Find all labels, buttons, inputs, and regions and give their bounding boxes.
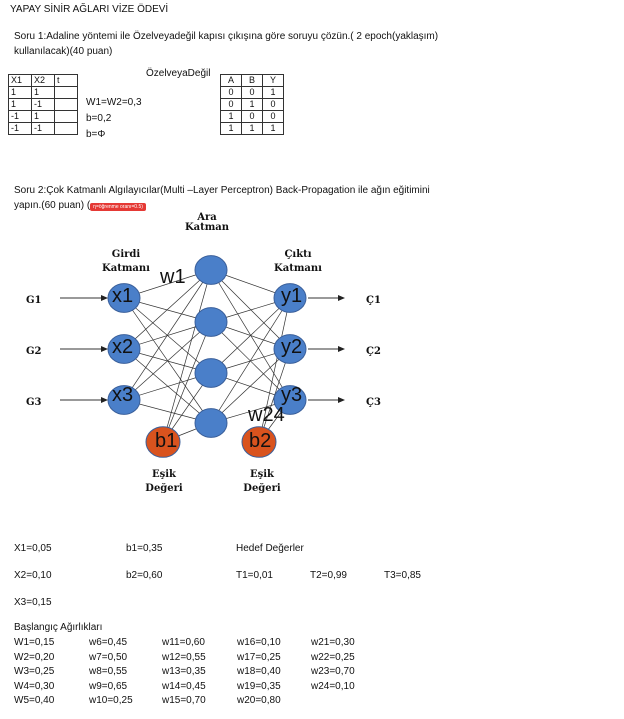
table-row <box>221 87 284 99</box>
weight-value: w15=0,70 <box>162 695 206 706</box>
table-row <box>9 87 78 99</box>
value-t2: T2=0,99 <box>310 570 347 581</box>
weight-value: w6=0,45 <box>89 637 128 648</box>
weight-value: w13=0,35 <box>162 666 206 677</box>
table-cell: 1 <box>242 123 263 135</box>
bias1-caption <box>142 468 186 496</box>
table-cell: 0 <box>263 99 284 111</box>
weight-value: W4=0,30 <box>14 680 55 692</box>
weight-value: w7=0,50 <box>89 651 128 663</box>
output-label-c2: Ç2 <box>366 346 381 357</box>
weight-value: w23=0,70 <box>311 666 355 677</box>
question-2-line1: Soru 2:Çok Katmanlı Algılayıcılar(Multi –Layer Perceptron) Back-Propagation ile ağın eğitimini <box>14 185 430 196</box>
input-label-g2: G2 <box>26 346 42 357</box>
table-header-cell: t <box>55 75 78 87</box>
weight-value: w22=0,25 <box>311 651 355 663</box>
weight-value: w16=0,10 <box>237 637 281 648</box>
table-header-cell: X1 <box>9 75 32 87</box>
weight-value: w11=0,60 <box>162 637 205 648</box>
output-layer-title-bottom: Katmanı <box>274 263 322 274</box>
table-cell: 1 <box>263 123 284 135</box>
node-label-y1: y1 <box>281 285 303 307</box>
value-t1: T1=0,01 <box>236 570 273 581</box>
weight-value: w20=0,80 <box>237 695 281 706</box>
bias2-caption <box>240 468 284 496</box>
table-header-row <box>9 75 78 87</box>
table-cell <box>55 111 78 123</box>
weight-label-w1: w1 <box>160 266 186 288</box>
table-cell: 0 <box>263 111 284 123</box>
truth-table-title: ÖzelveyaDeğil <box>146 68 211 79</box>
value-x3: X3=0,15 <box>14 597 52 608</box>
weight-value: w14=0,45 <box>162 680 206 692</box>
input-label-g1: G1 <box>26 295 42 306</box>
weights-column-3 <box>162 636 206 709</box>
arrow-head <box>101 295 108 301</box>
table-cell <box>55 87 78 99</box>
table-cell: 1 <box>221 111 242 123</box>
table-cell: 1 <box>242 99 263 111</box>
table-cell: -1 <box>32 123 55 135</box>
arrow-head <box>101 397 108 403</box>
weights-column-5 <box>311 636 355 694</box>
input-layer-title <box>96 248 156 276</box>
weight-value: w10=0,25 <box>89 695 133 706</box>
weight-value: w17=0,25 <box>237 651 281 663</box>
weight-value: w12=0,55 <box>162 651 206 663</box>
hidden-layer-title-top: Ara <box>197 212 217 223</box>
arrow-head <box>338 346 345 352</box>
node-label-y3: y3 <box>281 384 303 406</box>
param-weights: W1=W2=0,3 <box>86 97 142 108</box>
value-b1: b1=0,35 <box>126 543 163 554</box>
table-row <box>221 99 284 111</box>
connection-line <box>124 322 211 400</box>
table-row <box>221 111 284 123</box>
targets-title: Hedef Değerler <box>236 543 304 554</box>
weight-value: W5=0,40 <box>14 695 55 706</box>
table-header-cell: Y <box>263 75 284 87</box>
table-cell: 0 <box>242 87 263 99</box>
input-layer-title-bottom: Katmanı <box>102 263 150 274</box>
table-cell: 1 <box>9 87 32 99</box>
table-header-cell: A <box>221 75 242 87</box>
input-layer-title-top: Girdi <box>111 249 141 260</box>
table-cell: -1 <box>9 111 32 123</box>
weights-column-1 <box>14 636 54 709</box>
table-cell: 0 <box>221 99 242 111</box>
table-cell <box>55 123 78 135</box>
bias2-caption-bottom: Değeri <box>243 483 281 494</box>
question-1-line1: Soru 1:Adaline yöntemi ile Özelveyadeğil kapısı çıkışına göre soruyu çözün.( 2 epoch(yaklaşım) <box>14 31 439 42</box>
output-layer-title-top: Çıktı <box>284 249 312 260</box>
bias1-caption-bottom: Değeri <box>145 483 183 494</box>
table-row <box>9 99 78 111</box>
weights-column-4 <box>237 636 281 709</box>
table-cell: -1 <box>9 123 32 135</box>
node-label-x1: x1 <box>112 285 134 307</box>
param-bias: b=0,2 <box>86 113 112 124</box>
arrow-head <box>338 295 345 301</box>
question-2-line2 <box>14 198 430 215</box>
hidden-node-4 <box>195 409 227 438</box>
table-cell: 1 <box>9 99 32 111</box>
value-x2: X2=0,10 <box>14 570 52 581</box>
weight-value: w21=0,30 <box>311 637 355 648</box>
table-cell: 1 <box>32 87 55 99</box>
question-2 <box>14 183 430 215</box>
weight-value: w24=0,10 <box>311 680 355 692</box>
page-title: YAPAY SİNİR AĞLARI VİZE ÖDEVİ <box>10 4 169 15</box>
arrow-head <box>338 397 345 403</box>
table-cell <box>55 99 78 111</box>
table-cell: 1 <box>263 87 284 99</box>
table-row <box>221 123 284 135</box>
table-cell: 0 <box>242 111 263 123</box>
bias1-caption-top: Eşik <box>152 469 176 480</box>
output-layer-title <box>268 248 328 276</box>
weight-value: w19=0,35 <box>237 680 281 692</box>
output-label-c3: Ç3 <box>366 397 381 408</box>
table-row <box>9 111 78 123</box>
truth-table <box>220 74 284 135</box>
table-cell: 0 <box>221 87 242 99</box>
table-header-cell: X2 <box>32 75 55 87</box>
weight-value: W3=0,25 <box>14 666 55 677</box>
weight-value: w9=0,65 <box>89 680 128 692</box>
weight-value: W2=0,20 <box>14 651 55 663</box>
weights-title: Başlangıç Ağırlıkları <box>14 622 103 633</box>
node-label-x3: x3 <box>112 384 134 406</box>
table-header-cell: B <box>242 75 263 87</box>
node-label-b2: b2 <box>249 430 272 452</box>
weight-value: w18=0,40 <box>237 666 281 677</box>
node-label-x2: x2 <box>112 336 134 358</box>
table-row <box>9 123 78 135</box>
hidden-node-2 <box>195 308 227 337</box>
question-2-line2-text: yapın.(60 puan) ( <box>14 200 91 211</box>
value-x1: X1=0,05 <box>14 543 52 554</box>
param-threshold: b=Φ <box>86 129 106 140</box>
bias2-caption-top: Eşik <box>250 469 274 480</box>
hidden-node-3 <box>195 359 227 388</box>
question-1 <box>14 29 438 59</box>
node-label-b1: b1 <box>155 430 178 452</box>
value-t3: T3=0,85 <box>384 570 421 581</box>
table-cell: -1 <box>32 99 55 111</box>
value-b2: b2=0,60 <box>126 570 163 581</box>
hidden-layer-title-bottom: Katman <box>184 222 230 233</box>
weight-value: W1=0,15 <box>14 637 55 648</box>
weight-label-w24: w24 <box>248 404 285 426</box>
arrow-head <box>101 346 108 352</box>
node-label-y2: y2 <box>281 336 303 358</box>
question-1-line2: kullanılacak)(40 puan) <box>14 46 113 57</box>
parameters <box>86 95 142 143</box>
table-header-row <box>221 75 284 87</box>
hidden-layer-title <box>180 212 234 233</box>
weights-column-2 <box>89 636 133 709</box>
input-table <box>8 74 78 135</box>
table-cell: 1 <box>221 123 242 135</box>
network-nodes <box>108 256 306 458</box>
input-label-g3: G3 <box>26 397 42 408</box>
hidden-node-1 <box>195 256 227 285</box>
weight-value: w8=0,55 <box>89 666 128 677</box>
learning-rate-badge: η=öğrenme oranı=0.5) <box>90 203 146 211</box>
table-cell: 1 <box>32 111 55 123</box>
output-label-c1: Ç1 <box>366 295 381 306</box>
